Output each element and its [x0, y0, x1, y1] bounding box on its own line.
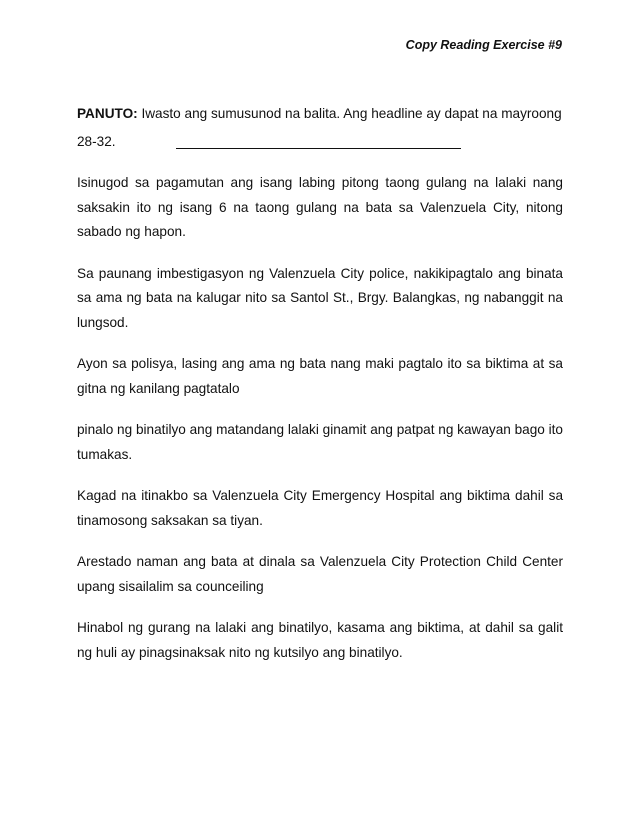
headline-blank-line — [176, 148, 461, 149]
paragraph-5: Kagad na itinakbo sa Valenzuela City Emergency Hospital ang biktima dahil sa tinamosong saksakan sa tiyan. — [77, 488, 563, 528]
paragraph-6: Arestado naman ang bata at dinala sa Valenzuela City Protection Child Center upang sisailalim sa counceiling — [77, 554, 563, 594]
paragraph-4: pinalo ng binatilyo ang matandang lalaki ginamit ang patpat ng kawayan bago ito tumakas. — [77, 422, 563, 462]
news-body — [77, 171, 563, 682]
paragraph-1: Isinugod sa pagamutan ang isang labing pitong taong gulang na lalaki nang saksakin ito ng isang 6 na taong gulang na bata sa Valenzuela City, nitong sabado ng hapon. — [77, 175, 563, 239]
instruction-label: PANUTO: — [77, 106, 138, 121]
paragraph-2: Sa paunang imbestigasyon ng Valenzuela City police, nakikipagtalo ang binata sa ama ng bata na kalugar nito sa Santol St., Brgy. Balangkas, ng nabanggit na lungsod. — [77, 265, 563, 330]
paragraph-3: Ayon sa polisya, lasing ang ama ng bata nang maki pagtalo ito sa biktima at sa gitna ng kanilang pagtatalo — [77, 356, 563, 396]
exercise-title: Copy Reading Exercise #9 — [405, 38, 562, 52]
paragraph-7: Hinabol ng gurang na lalaki ang binatilyo, kasama ang biktima, at dahil sa galit ng huli ay pinagsinaksak nito ng kutsilyo ang binatilyo. — [77, 620, 563, 660]
instruction-text: Iwasto ang sumusunod na balita. Ang headline ay dapat na mayroong 28-32. — [77, 106, 562, 149]
